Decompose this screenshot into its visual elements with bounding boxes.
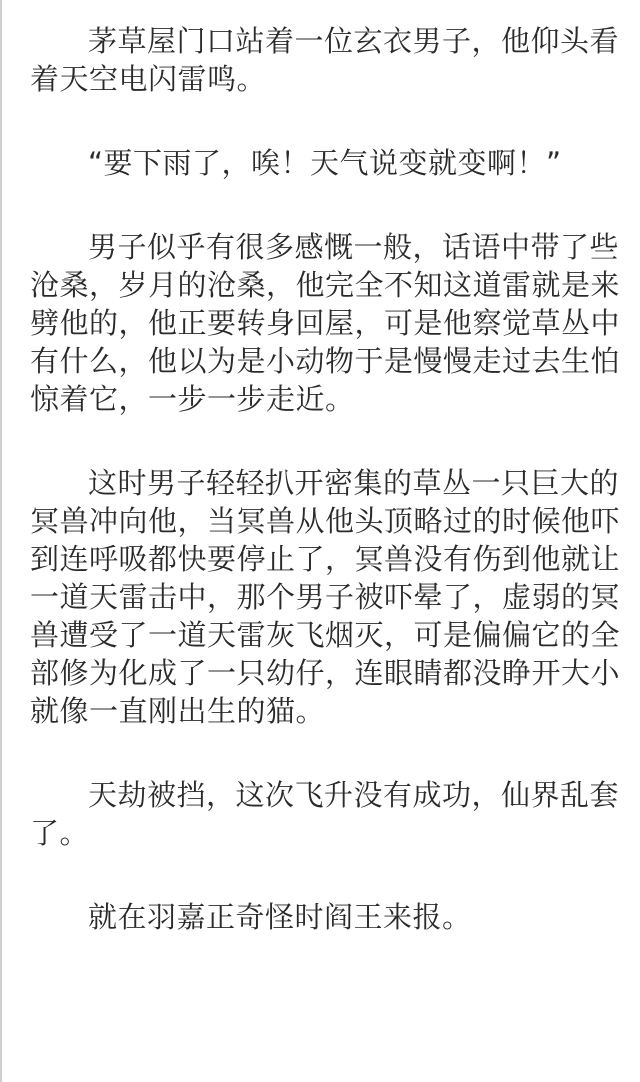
paragraph-spacer <box>30 852 622 898</box>
paragraph-spacer <box>30 418 622 464</box>
paragraph: 男子似乎有很多感慨一般，话语中带了些沧桑，岁月的沧桑，他完全不知这道雷就是来劈他的，他正要转身回屋，可是他察觉草丛中有什么，他以为是小动物于是慢慢走过去生怕惊着它，一步一步走近。 <box>30 230 621 416</box>
article-body <box>30 22 622 936</box>
paragraph: 这时男子轻轻扒开密集的草丛一只巨大的冥兽冲向他，当冥兽从他头顶略过的时候他吓到连呼吸都快要停止了，冥兽没有伤到他就让一道天雷击中，那个男子被吓晕了，虚弱的冥兽遭受了一道天雷灰飞烟灭，可是偏偏它的全部修为化成了一只幼仔，连眼睛都没睁开大小就像一直刚出生的猫。 <box>30 466 621 728</box>
paragraph: 茅草屋门口站着一位玄衣男子，他仰头看着天空电闪雷鸣。 <box>30 24 620 96</box>
paragraph: 天劫被挡，这次飞升没有成功，仙界乱套了。 <box>30 778 620 850</box>
paragraph-spacer <box>30 98 622 144</box>
paragraph: 就在羽嘉正奇怪时阎王来报。 <box>88 900 472 934</box>
paragraph: “要下雨了，唉！天气说变就变啊！” <box>88 146 562 180</box>
paragraph-spacer <box>30 182 622 228</box>
paragraph-spacer <box>30 730 622 776</box>
